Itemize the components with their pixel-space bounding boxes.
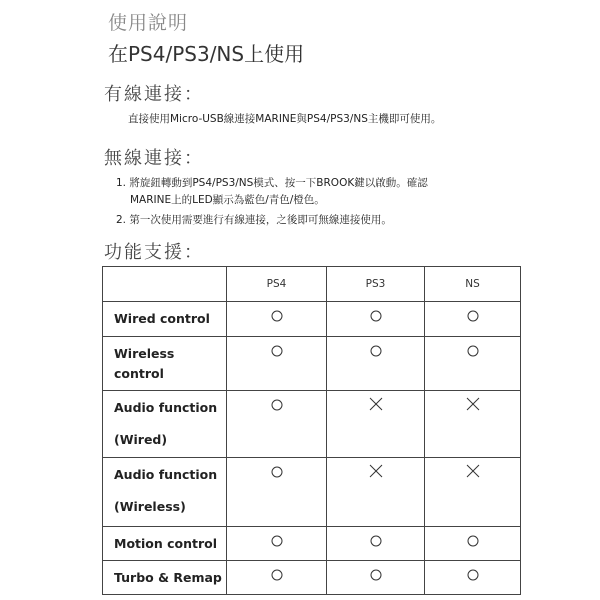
row-label-line: (Wired): [114, 432, 168, 447]
support-cell: [425, 391, 521, 458]
circle-icon: [467, 532, 479, 551]
support-cell: [425, 458, 521, 527]
circle-icon: [467, 307, 479, 326]
support-cell: [425, 337, 521, 391]
header-ns: NS: [425, 267, 521, 302]
wireless-step-1-line-2: MARINE上的LED顯示為藍色/青色/橙色。: [130, 194, 325, 206]
section-title-instructions: 使用說明: [108, 12, 189, 34]
row-label-line: (Wireless): [114, 499, 186, 514]
wired-connection-heading: 有線連接：: [104, 84, 204, 105]
row-label-motion-control: Motion control: [103, 527, 227, 561]
circle-icon: [370, 342, 382, 361]
circle-icon: [271, 307, 283, 326]
support-cell: [425, 527, 521, 561]
table-row: [103, 458, 521, 527]
row-label-line: Audio function: [114, 467, 218, 482]
support-cell: [227, 458, 327, 527]
wired-connection-text: 直接使用Micro-USB線連接MARINE與PS4/PS3/NS主機即可使用。: [128, 113, 442, 125]
circle-icon: [271, 532, 283, 551]
support-cell: [425, 302, 521, 337]
table-row: [103, 561, 521, 595]
support-cell: [327, 527, 425, 561]
row-label-turbo-remap: Turbo & Remap: [103, 561, 227, 595]
page-title: 在PS4/PS3/NS上使用: [108, 42, 305, 66]
circle-icon: [271, 463, 283, 482]
row-label-audio-wired: [103, 391, 227, 458]
feature-support-heading: 功能支援：: [104, 242, 204, 263]
header-blank: [103, 267, 227, 302]
table-row: [103, 527, 521, 561]
support-cell: [327, 391, 425, 458]
cross-icon: [466, 396, 480, 415]
circle-icon: [271, 566, 283, 585]
table-row: [103, 337, 521, 391]
row-label-line: Audio function: [114, 400, 218, 415]
circle-icon: [467, 342, 479, 361]
support-cell: [327, 337, 425, 391]
support-cell: [227, 302, 327, 337]
support-cell: [227, 527, 327, 561]
cross-icon: [369, 396, 383, 415]
circle-icon: [271, 396, 283, 415]
support-cell: [425, 561, 521, 595]
row-label-audio-wireless: [103, 458, 227, 527]
wireless-step-1-line-1: 1. 將旋鈕轉動到PS4/PS3/NS模式、按一下BROOK鍵以啟動。確認: [116, 177, 428, 189]
cross-icon: [369, 463, 383, 482]
circle-icon: [271, 342, 283, 361]
wireless-connection-heading: 無線連接：: [104, 148, 204, 169]
support-cell: [327, 561, 425, 595]
support-cell: [227, 337, 327, 391]
circle-icon: [370, 307, 382, 326]
wireless-step-2: 2. 第一次使用需要進行有線連接，之後即可無線連接使用。: [116, 214, 392, 226]
feature-support-table: [102, 266, 521, 595]
circle-icon: [467, 566, 479, 585]
row-label-wired-control: Wired control: [103, 302, 227, 337]
cross-icon: [466, 463, 480, 482]
table-row: [103, 391, 521, 458]
header-ps3: PS3: [327, 267, 425, 302]
circle-icon: [370, 566, 382, 585]
table-row: [103, 302, 521, 337]
header-ps4: PS4: [227, 267, 327, 302]
circle-icon: [370, 532, 382, 551]
support-cell: [227, 391, 327, 458]
support-cell: [327, 302, 425, 337]
support-cell: [227, 561, 327, 595]
table-header-row: [103, 267, 521, 302]
row-label-wireless-control: Wireless control: [103, 337, 227, 391]
support-cell: [327, 458, 425, 527]
